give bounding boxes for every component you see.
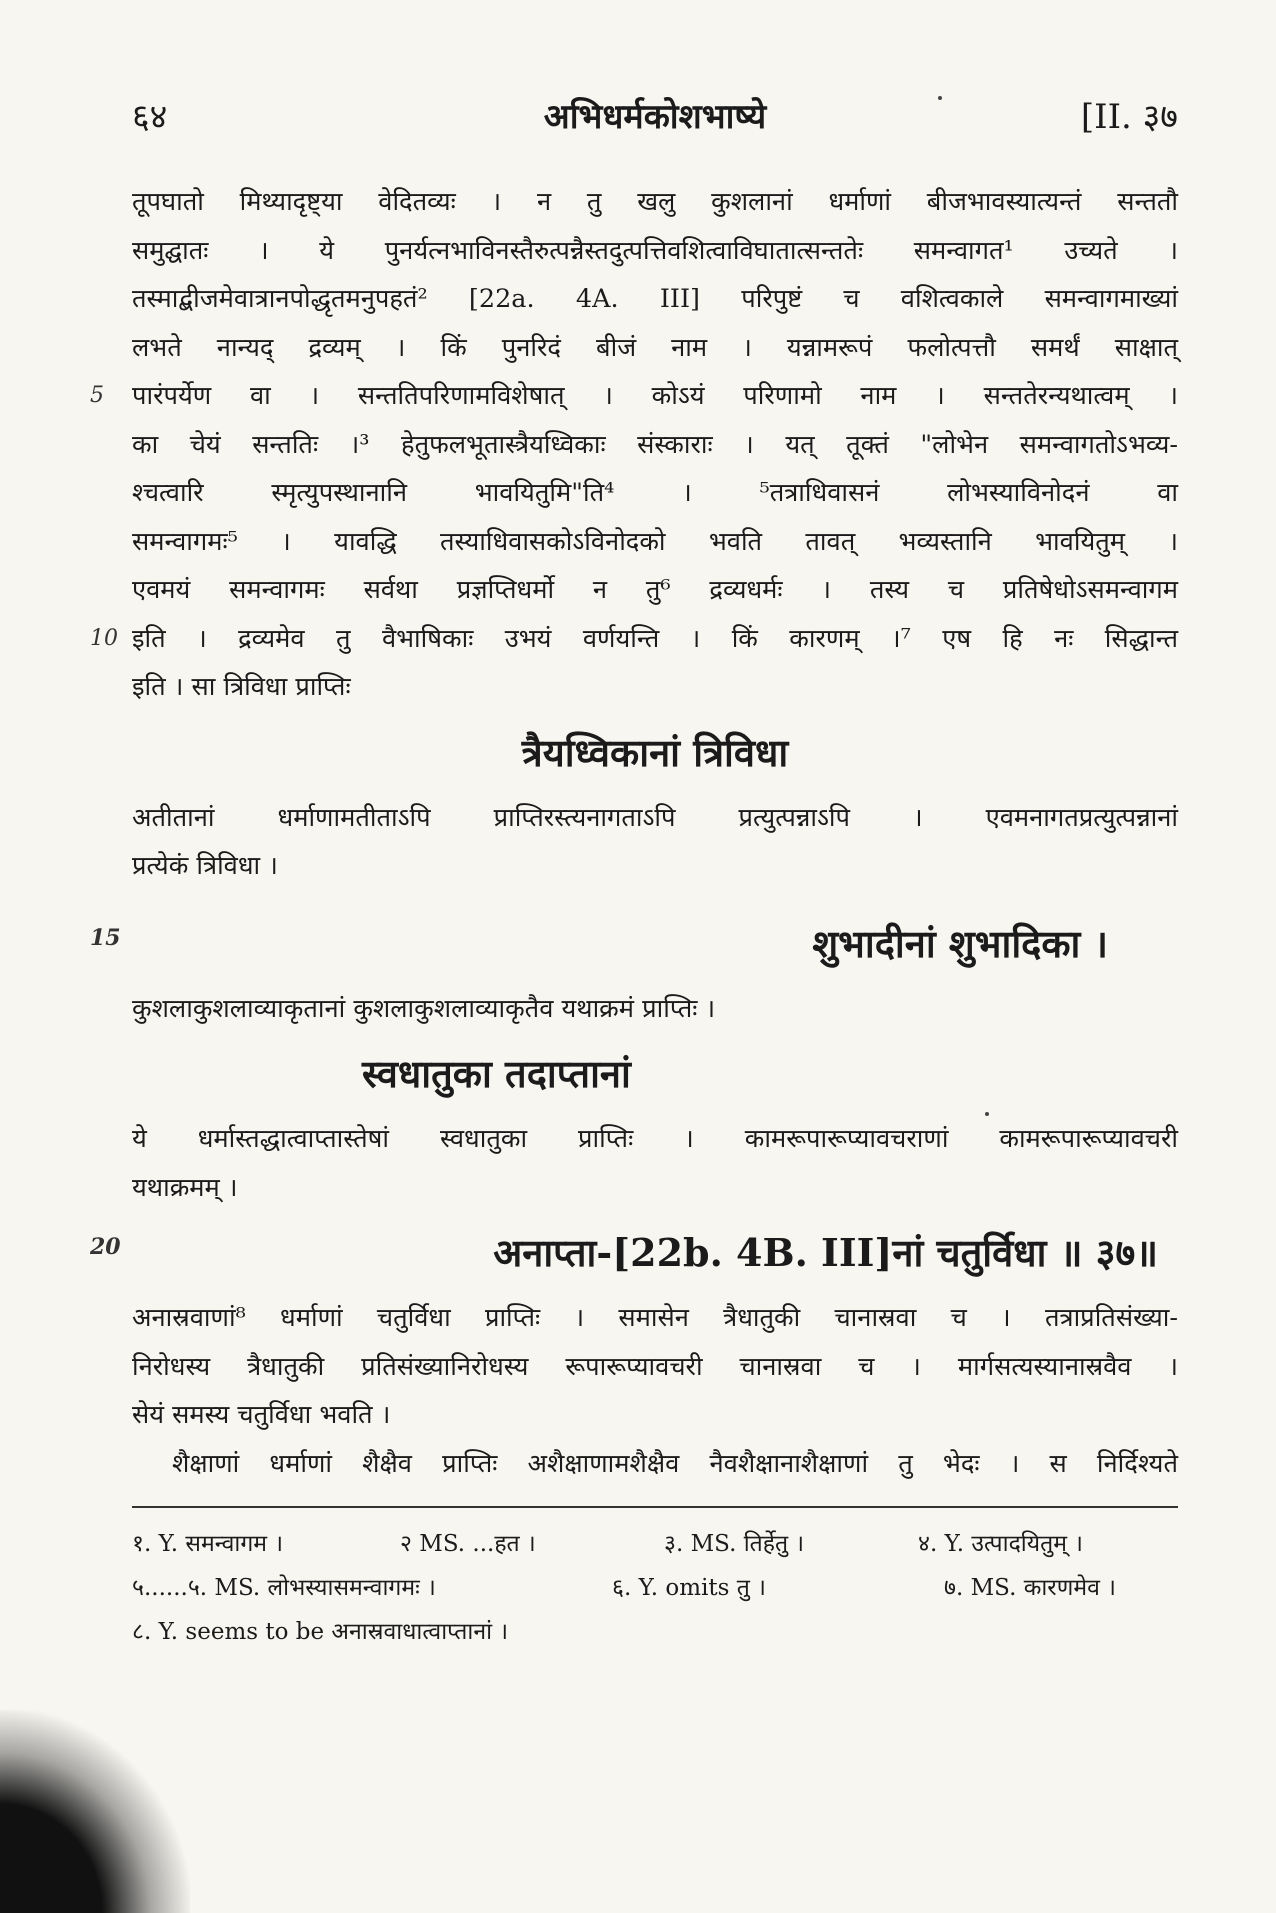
text-line: 10 इति । द्रव्यमेव तु वैभाषिकाः उभयं वर्णयन्ति । किं कारणम् ।⁷ एष हि नः सिद्धान्त [132, 615, 1178, 664]
footnote: ६. Y. omits तु । [612, 1575, 766, 1601]
footnote: ४. Y. उत्पादयितुम् । [918, 1531, 1083, 1557]
paragraph-2 [132, 794, 1178, 891]
text-line: 5 पारंपर्येण वा । सन्ततिपरिणामविशेषात् । कोऽयं परिणामो नाम । सन्ततेरन्यथात्वम् । [132, 372, 1178, 421]
text-line: अनास्रवाणां⁸ धर्माणां चतुर्विधा प्राप्तिः । समासेन त्रैधातुकी चानास्रवा च । तत्राप्रतिसंख्या- [132, 1303, 1178, 1333]
line-number: 5 [90, 383, 104, 408]
footnote-row [132, 1566, 1178, 1610]
scan-speck [985, 1112, 989, 1116]
text-line: लभते नान्यद् द्रव्यम् । किं पुनरिदं बीजं नाम । यन्नामरूपं फलोत्पत्तौ समर्थं साक्षात् [132, 332, 1178, 363]
text-line: का चेयं सन्ततिः ।³ हेतुफलभूतास्त्रैयध्विकाः संस्काराः । यत् तूक्तं "लोभेन समन्वागतोऽभव्य- [132, 429, 1178, 460]
text-line: प्रत्येकं त्रिविधा । [132, 851, 278, 881]
line-number: 15 [90, 924, 121, 951]
footnote-row [132, 1522, 1178, 1566]
footnote-divider [132, 1506, 1178, 1508]
footnote: २ MS. ...हत । [400, 1531, 536, 1557]
footnote: ५......५. MS. लोभस्यासमन्वागमः । [132, 1575, 436, 1601]
text-line: तस्माद्बीजमेवात्रानपोद्धृतमनुपहतं² [22a. 4A. III] परिपुष्टं च वशित्वकाले समन्वागमाख्यां [132, 284, 1178, 314]
section-reference: [II. ३७ [1080, 97, 1178, 137]
text-line: सेयं समस्य चतुर्विधा भवति । [132, 1400, 391, 1430]
text-line: श्चत्वारि स्मृत्युपस्थानानि भावयितुमि"ति⁴ । ⁵तत्राधिवासनं लोभस्याविनोदनं वा [132, 478, 1178, 508]
page-body [90, 178, 1178, 1654]
footnote: ८. Y. seems to be अनास्रवाधात्वाप्तानां । [132, 1619, 509, 1645]
footnote: ७. MS. कारणमेव । [944, 1575, 1116, 1601]
line-number: 10 [90, 625, 118, 651]
paragraph-3: कुशलाकुशलाव्याकृतानां कुशलाकुशलाव्याकृतैव यथाक्रमं प्राप्तिः । [132, 993, 716, 1024]
scan-speck [938, 96, 942, 100]
running-title: अभिधर्मकोशभाष्ये [543, 97, 767, 137]
text-line: निरोधस्य त्रैधातुकी प्रतिसंख्यानिरोधस्य रूपारूप्यावचरी चानास्रवा च । मार्गसत्यस्यानास्रवैव । [132, 1351, 1178, 1382]
karika-verse: त्रैयध्विकानां त्रिविधा [521, 729, 789, 775]
text-line: समन्वागमः⁵ । यावद्धि तस्याधिवासकोऽविनोदको भवति तावत् भव्यस्तानि भावयितुम् । [132, 526, 1178, 557]
karika-verse: स्वधातुका तदाप्तानां [362, 1051, 631, 1096]
running-header [132, 92, 1178, 138]
footnote: १. Y. समन्वागम । [132, 1531, 284, 1557]
footnotes [132, 1522, 1178, 1654]
footnote: ३. MS. तिर्हेतु । [664, 1531, 805, 1557]
footnote-row [132, 1610, 1178, 1654]
text-line: यथाक्रमम् । [132, 1172, 238, 1203]
page-number: ६४ [132, 97, 168, 137]
text-line: एवमयं समन्वागमः सर्वथा प्रज्ञप्तिधर्मो न तु⁶ द्रव्यधर्मः । तस्य च प्रतिषेधोऽसमन्वागम [132, 575, 1178, 605]
text-line: तूपघातो मिथ्यादृष्ट्या वेदितव्यः । न तु खलु कुशलानां धर्माणां बीजभावस्यात्यन्तं सन्ततौ [132, 187, 1178, 217]
paragraph-1 [90, 178, 1178, 712]
paragraph-5 [132, 1294, 1178, 1488]
text-line: शैक्षाणां धर्माणां शैक्षैव प्राप्तिः अशैक्षाणामशैक्षैव नैवशैक्षानाशैक्षाणां तु भेदः । स निर्दिश्यते [172, 1448, 1178, 1479]
paragraph-4 [132, 1115, 1178, 1212]
scan-shadow [0, 1710, 190, 1913]
text-line: ये धर्मास्तद्धात्वाप्तास्तेषां स्वधातुका प्राप्तिः । कामरूपारूप्यावचराणां कामरूपारूप्यावचरी [132, 1124, 1178, 1154]
karika-verse: 15 शुभादीनां शुभादिका । [132, 913, 1178, 975]
text-line: अतीतानां धर्माणामतीताऽपि प्राप्तिरस्त्यनागताऽपि प्रत्युत्पन्नाऽपि । एवमनागतप्रत्युत्पन्नानां [132, 802, 1178, 833]
text-line: इति । सा त्रिविधा प्राप्तिः [132, 672, 351, 702]
text-line: समुद्घातः । ये पुनर्यत्नभाविनस्तैरुत्पन्नैस्तदुत्पत्तिवशित्वाविघातात्सन्ततेः समन्वागत¹ उच्यते । [132, 235, 1178, 266]
karika-verse: 20 अनाप्ता-[22b. 4B. III]नां चतुर्विधा ॥ ३७॥ [132, 1222, 1178, 1284]
line-number: 20 [90, 1234, 121, 1260]
